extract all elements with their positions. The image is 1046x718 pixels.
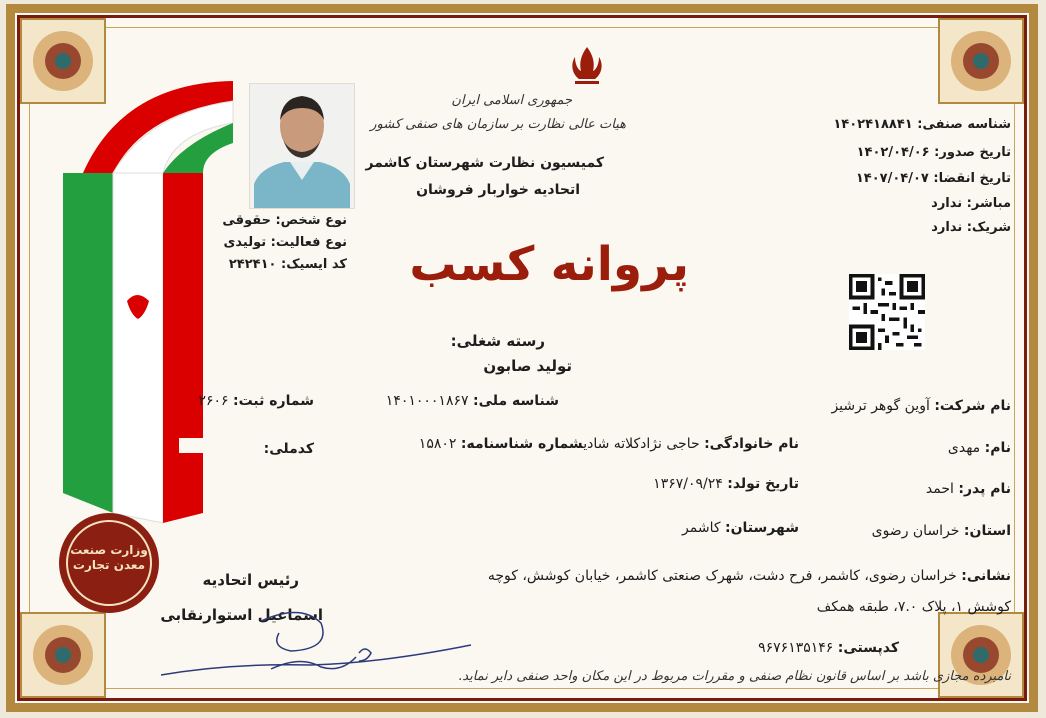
guild-id: شناسه صنفی: ۱۴۰۲۴۱۸۸۴۱ [833, 117, 1011, 132]
company-label: نام شرکت: [934, 398, 1011, 414]
first-name-field [948, 440, 1011, 456]
registration-label: شماره ثبت: [233, 393, 314, 409]
company-field [831, 398, 1011, 414]
national-id-field [386, 393, 559, 409]
family-field [419, 436, 799, 452]
qr-code [849, 274, 925, 350]
province-label: استان: [963, 523, 1011, 539]
address-line1: خراسان رضوی، کاشمر، فرح دشت، شهرک صنعتی کاشمر، خیابان کوشش، کوچه [487, 568, 957, 584]
partner: شریک: ندارد [931, 220, 1011, 235]
province-value: خراسان رضوی [871, 523, 960, 539]
city-field [682, 520, 799, 536]
header-board: هیات عالی نظارت بر سازمان های صنفی کشور [370, 117, 626, 132]
father-field [926, 481, 1011, 497]
national-code-label: کدملی: [263, 441, 314, 457]
company-value: آوین گوهر ترشیز [831, 398, 930, 414]
birth-date-label: تاریخ تولد: [727, 476, 799, 492]
signature-scribble [151, 603, 481, 693]
document-title: پروانه کسب [409, 237, 689, 292]
family-value: حاجی نژادکلاته شادی [583, 436, 700, 452]
registration-value: ۲۶۰۶ [198, 393, 229, 409]
father-label: نام پدر: [958, 481, 1011, 497]
activity-type: نوع فعالیت: تولیدی [223, 235, 347, 250]
corner-ornament-icon [19, 611, 107, 699]
first-name-label: نام: [984, 440, 1011, 456]
postal-label: کدپستی: [837, 640, 899, 656]
person-type: نوع شخص: حقوقی [222, 213, 347, 228]
birth-cert-value: ۱۵۸۰۲ [418, 436, 457, 452]
address-line2: کوشش ۱، پلاک ۷.۰، طبقه همکف [816, 599, 1011, 615]
occupation-label: رسته شغلی: [450, 332, 545, 350]
corner-ornament-icon [937, 17, 1025, 105]
footer-note: نامبرده مجازی باشد بر اساس قانون نظام صنفی و مقررات مربوط در این مکان واحد صنفی دایر نماید. [458, 669, 1011, 684]
flag-ribbon-icon [53, 73, 243, 533]
seal-text: وزارت صنعت معدن تجارت [70, 543, 148, 572]
occupation-value: تولید صابون [483, 357, 572, 375]
province-field [872, 523, 1011, 539]
header-country: جمهوری اسلامی ایران [451, 93, 572, 108]
header-commission: کمیسیون نظارت شهرستان کاشمر [365, 155, 604, 171]
issue-date: تاریخ صدور: ۱۴۰۲/۰۴/۰۶ [856, 145, 1011, 160]
signature-name: اسماعیل استوارنقابی [160, 606, 323, 624]
postal-value: ۹۶۷۶۱۳۵۱۴۶ [758, 640, 834, 656]
isic-code: کد ایسیک: ۲۴۲۴۱۰ [228, 257, 347, 272]
city-value: کاشمر [682, 520, 721, 536]
certificate [6, 4, 1038, 712]
family-label: نام خانوادگی: [704, 436, 799, 452]
manager: مباشر: ندارد [931, 196, 1011, 211]
first-name-value: مهدی [947, 440, 981, 456]
header-union: اتحادیه خواربار فروشان [416, 182, 580, 198]
father-value: احمد [925, 481, 954, 497]
owner-photo [249, 83, 355, 209]
national-id-label: شناسه ملی: [472, 393, 559, 409]
registration-field [198, 393, 314, 409]
signature-title: رئیس اتحادیه [202, 571, 299, 589]
national-code-field [179, 438, 314, 457]
postal-field [758, 640, 899, 656]
address-field [488, 568, 1011, 584]
birth-date-field [653, 476, 799, 492]
redacted-national-code [179, 438, 259, 453]
national-id-value: ۱۴۰۱۰۰۰۱۸۶۷ [385, 393, 469, 409]
iran-emblem-icon [567, 43, 607, 87]
city-label: شهرستان: [724, 520, 799, 536]
birth-date-value: ۱۳۶۷/۰۹/۲۴ [653, 476, 723, 492]
corner-ornament-icon [937, 611, 1025, 699]
expiry-date: تاریخ انقضا: ۱۴۰۷/۰۴/۰۷ [855, 171, 1011, 186]
birth-cert-label: شماره شناسنامه: [460, 436, 584, 452]
address-label: نشانی: [961, 568, 1011, 584]
